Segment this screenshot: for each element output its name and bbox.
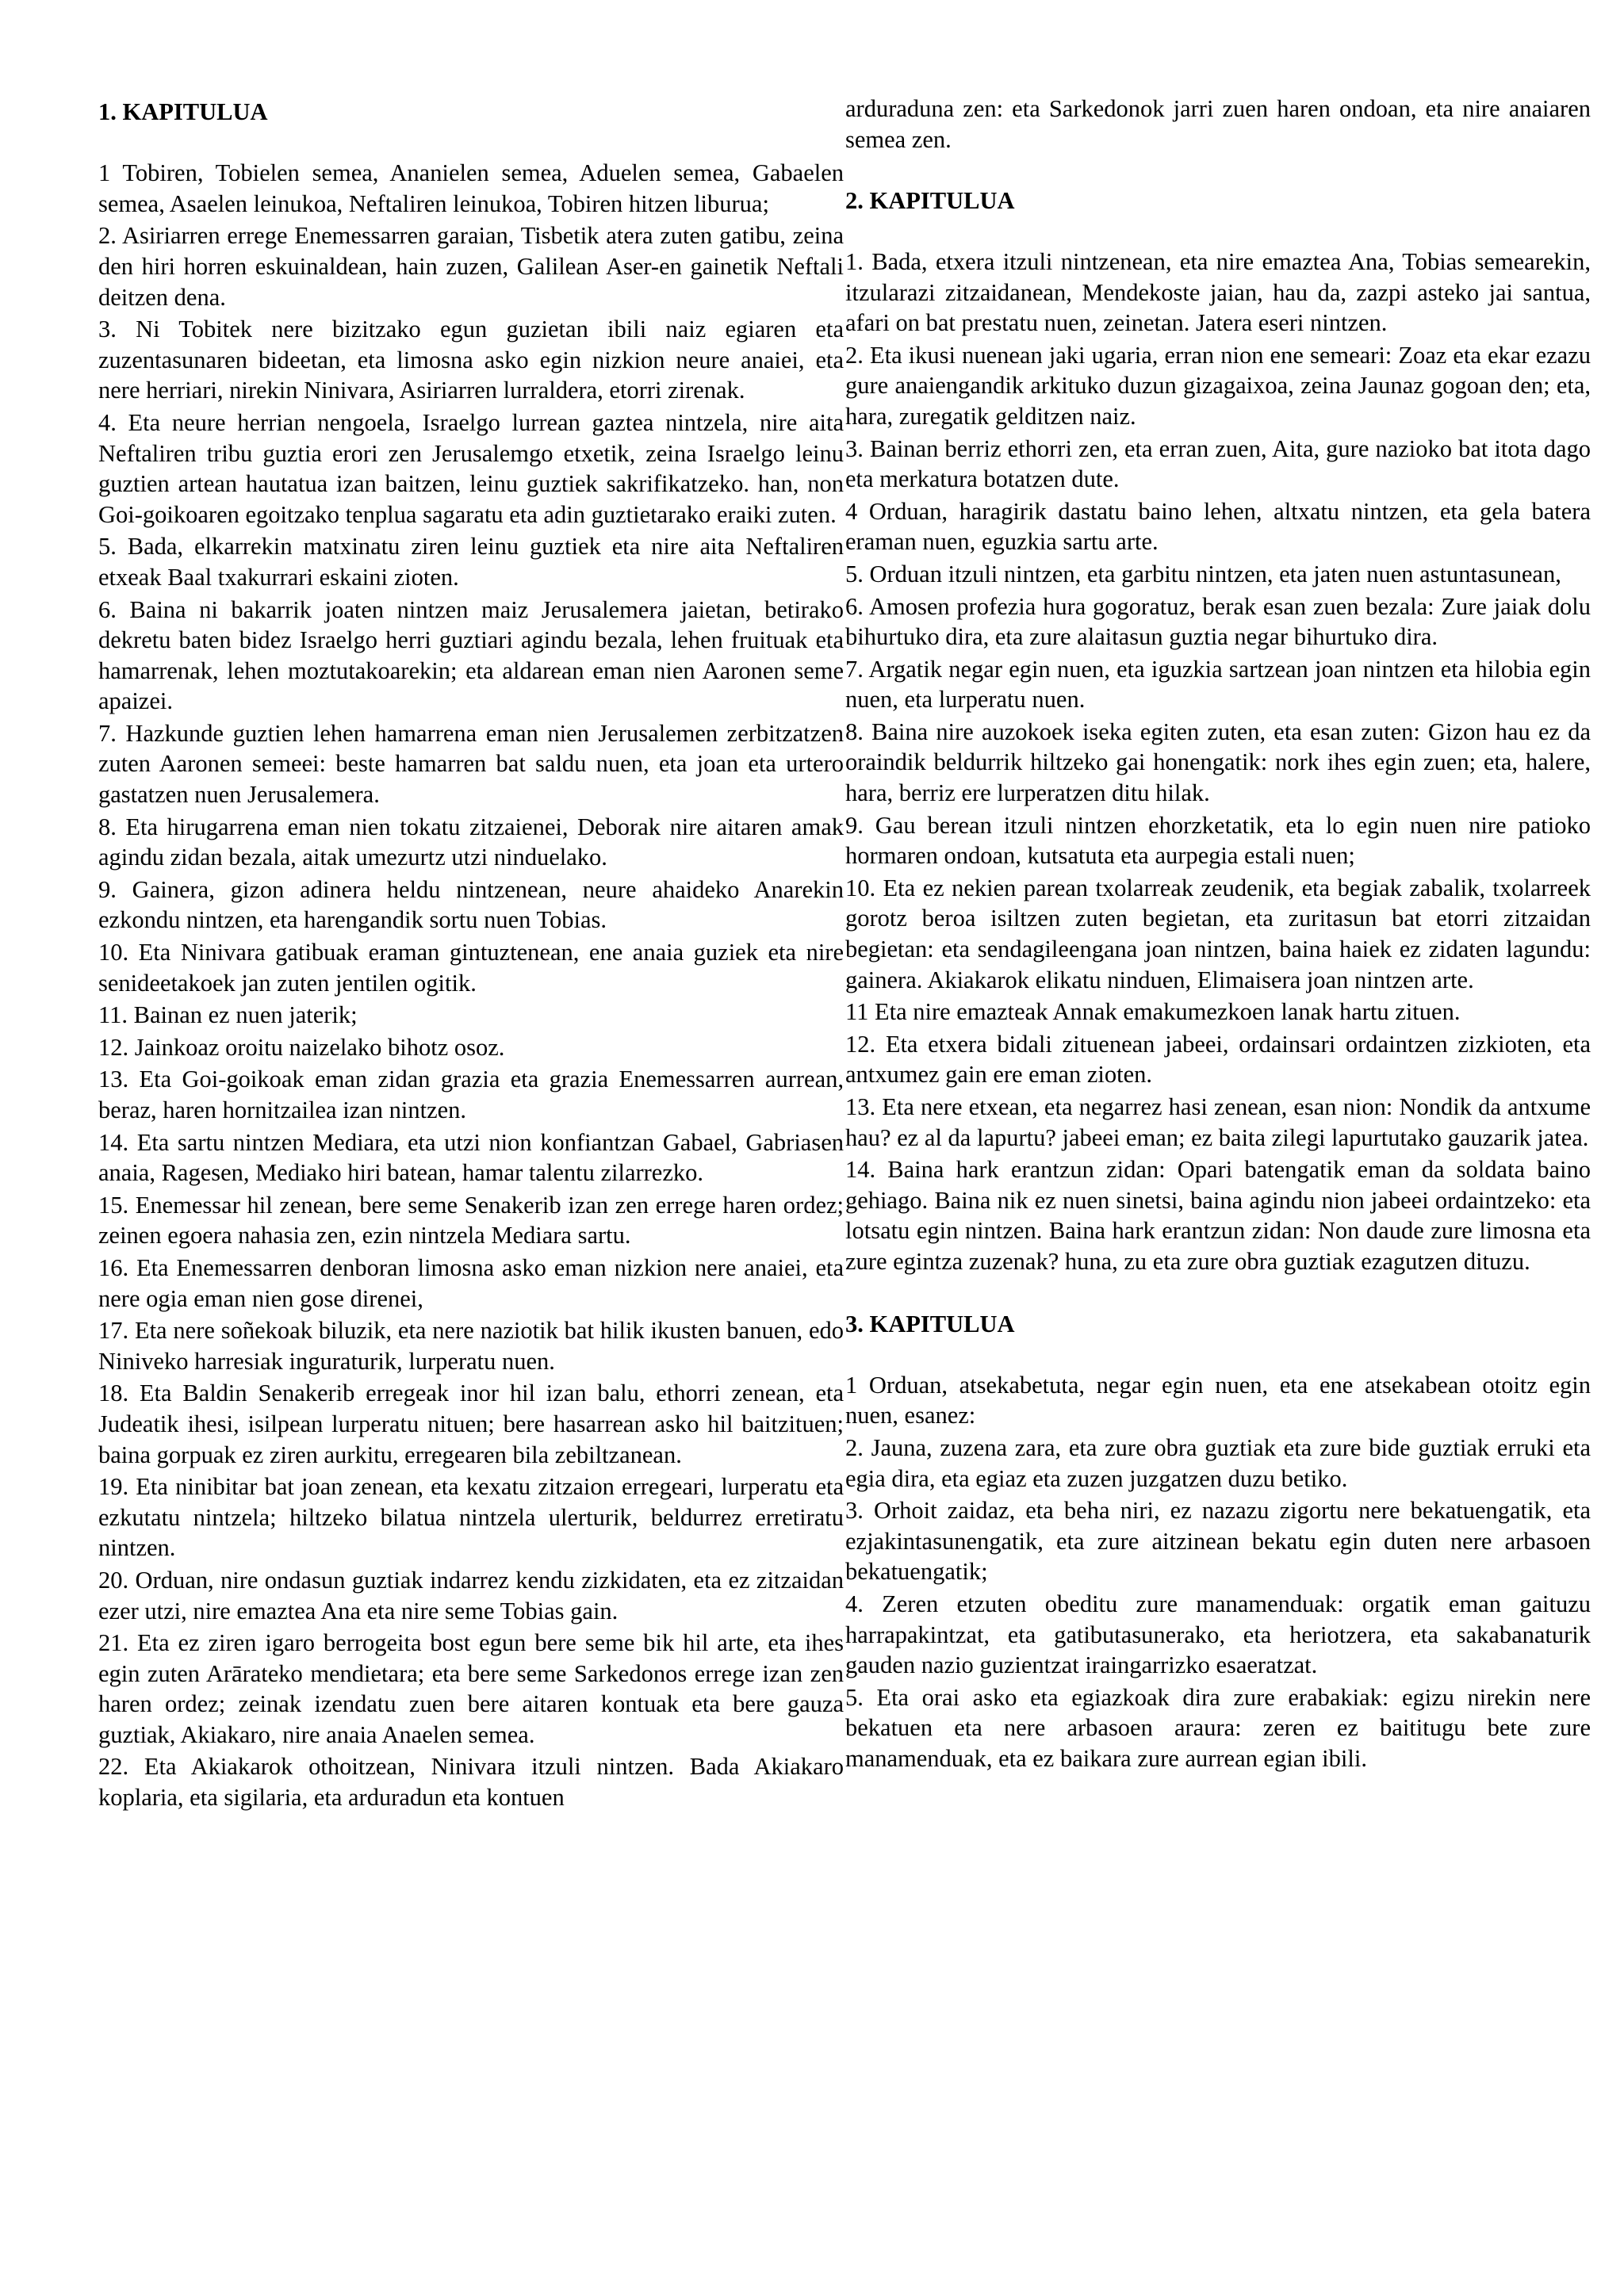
verse-2-7: 7. Argatik negar egin nuen, eta iguzkia sartzean joan nintzen eta hilobia egin nuen, eta lurperatu nuen.: [845, 655, 1591, 714]
verse-2-11: 11 Eta nire emazteak Annak emakumezkoen lanak hartu zituen.: [845, 998, 1461, 1026]
verse-2-4: 4 Orduan, haragirik dastatu baino lehen, altxatu nintzen, eta gela batera eraman nuen, eguzkia sartu arte.: [845, 497, 1591, 556]
verse-1-19: 19. Eta ninibitar bat joan zenean, eta kexatu zitzaion erregeari, lurperatu eta ezkutatu nintzela; hiltzeko bilatua nintzela ulerturik, beldurrez erretiratu nintzen.: [98, 1473, 844, 1562]
verse-1-14: 14. Eta sartu nintzen Mediara, eta utzi nion konfiantzan Gabael, Gabriasen anaia, Ragesen, Mediako hiri batean, hamar talentu zilarrezko.: [98, 1128, 844, 1187]
verse-1-3: 3. Ni Tobitek nere bizitzako egun guzietan ibili naiz egiaren eta zuzentasunaren bideetan, eta limosna asko egin nizkion neure anaiei, eta nere herriari, nirekin Ninivara, Asiriarren lurraldera, etorri zirenak.: [98, 316, 844, 404]
verse-1-21: 21. Eta ez ziren igaro berrogeita bost egun bere seme bik hil arte, eta ihes egin zuten Arārateko mendietara; eta bere seme Sarkedonos errege izan zen haren ordez; zeinak izendatu zuen bere aitaren kontuak eta bere gauza guztiak, Akiakaro, nire anaia Anaelen semea.: [98, 1629, 844, 1748]
verse-1-15: 15. Enemessar hil zenean, bere seme Senakerib izan zen errege haren ordez; zeinen egoera nahasia zen, ezin nintzela Mediara sartu.: [98, 1191, 844, 1249]
verse-1-17: 17. Eta nere soñekoak biluzik, eta nere naziotik bat hilik ikusten banuen, edo Niniveko harresiak inguraturik, lurperatu nuen.: [98, 1317, 844, 1375]
verse-1-7: 7. Hazkunde guztien lehen hamarrena eman nien Jerusalemen zerbitzatzen zuten Aaronen semeei: beste hamarren bat saldu nuen, eta joan eta urtero gastatzen nuen Jerusalemera.: [98, 719, 844, 809]
verse-2-3: 3. Bainan berriz ethorri zen, eta erran zuen, Aita, gure nazioko bat itota dago eta merkatura botatzen dute.: [845, 434, 1591, 493]
verse-1-16: 16. Eta Enemessarren denboran limosna asko eman nizkion nere anaiei, eta nere ogia eman nien gose direnei,: [98, 1253, 844, 1312]
verse-1-11: 11. Bainan ez nuen jaterik;: [98, 1001, 358, 1029]
verse-3-4: 4. Zeren etzuten obeditu zure manamenduak: orgatik eman gaituzu harrapakintzat, eta gatibutasunerako, eta heriotzera, eta sakabanaturik gauden nazio guzientzat iraingarrizko esaeratzat.: [845, 1590, 1591, 1679]
verse-1-4: 4. Eta neure herrian nengoela, Israelgo lurrean gaztea nintzela, nire aita Neftaliren tribu guztia erori zen Jerusalemgo etxetik, zeina Israelgo leinu guztien artean hautatua izan baitzen, leinu guztiek sakrifikatzeko. han, non Goi-goikoaren egoitzako tenplua sagaratu eta adin guztietarako eraiki zuten.: [98, 408, 844, 528]
verse-3-1: 1 Orduan, atsekabetuta, negar egin nuen, eta ene atsekabean otoitz egin nuen, esanez:: [845, 1371, 1591, 1429]
verse-2-5: 5. Orduan itzuli nintzen, eta garbitu nintzen, eta jaten nuen astuntasunean,: [845, 560, 1561, 587]
verse-1-12: 12. Jainkoaz oroitu naizelako bihotz osoz.: [98, 1033, 505, 1061]
verse-1-18: 18. Eta Baldin Senakerib erregeak inor hil izan balu, ethorri zenean, eta Judeatik ihesi, isilpean lurperatu nituen; bere hasarrean asko hil baitzituen; baina gorpuak ez ziren aurkitu, erregearen bila zebiltzanean.: [98, 1380, 844, 1468]
verse-1-2: 2. Asiriarren errege Enemessarren garaian, Tisbetik atera zuten gatibu, zeina den hiri horren eskuinaldean, hain zuzen, Galilean Aser-en gainetik Neftali deitzen dena.: [98, 222, 844, 311]
chapter-1-heading: 1. KAPITULUA: [98, 98, 268, 125]
verse-1-6: 6. Baina ni bakarrik joaten nintzen maiz Jerusalemera jaietan, betirako dekretu baten bidez Israelgo herri guztiari agindu bezala, lehen fruituak eta hamarrenak, lehen moztutakoarekin; eta aldarean eman nien Aaronen seme apaizei.: [98, 595, 844, 715]
verse-2-1: 1. Bada, etxera itzuli nintzenean, eta nire emaztea Ana, Tobias semearekin, itzularazi zitzaidanean, Mendekoste jaian, hau da, zazpi asteko jai santua, afari on bat prestatu nuen, zeinetan. Jatera eseri nintzen.: [845, 247, 1591, 337]
verse-1-5: 5. Bada, elkarrekin matxinatu ziren leinu guztiek eta nire aita Neftaliren etxeak Baal txakurrari eskaini zioten.: [98, 533, 844, 591]
verse-2-8: 8. Baina nire auzokoek iseka egiten zuten, eta esan zuten: Gizon hau ez da oraindik beldurrik hiltzeko gai honengatik: nork ihes egin zuen; eta, halere, hara, berriz ere lurperatzen ditu hilak.: [845, 718, 1591, 807]
verse-2-10: 10. Eta ez nekien parean txolarreak zeudenik, eta begiak zabalik, txolarreek gorotz beroa isiltzen zuten begietan, eta zuritasun bat etorri zitzaidan begietan: eta sendagileengana joan nintzen, baina haiek ez zidaten lagundu: gainera. Akiakarok elikatu ninduen, Elimaisera joan nintzen arte.: [845, 874, 1591, 993]
verse-1-10: 10. Eta Ninivara gatibuak eraman gintuztenean, ene anaia guziek eta nire senideetakoek jan zuten jentilen ogitik.: [98, 939, 844, 997]
verse-2-6: 6. Amosen profezia hura gogoratuz, berak esan zuen bezala: Zure jaiak dolu bihurtuko dira, eta zure alaitasun guztia negar bihurtuko dira.: [845, 592, 1591, 651]
verse-1-13: 13. Eta Goi-goikoak eman zidan grazia eta grazia Enemessarren aurrean, beraz, haren hornitzailea izan nintzen.: [98, 1066, 844, 1123]
verse-1-22-continuation: arduraduna zen: eta Sarkedonok jarri zuen haren ondoan, eta nire anaiaren semea zen.: [845, 95, 1591, 153]
verse-1-9: 9. Gainera, gizon adinera heldu nintzenean, neure ahaideko Anarekin ezkondu nintzen, eta harengandik sortu nuen Tobias.: [98, 875, 844, 934]
chapter-2-heading: 2. KAPITULUA: [845, 186, 1015, 214]
verse-3-5: 5. Eta orai asko eta egiazkoak dira zure erabakiak: egizu nirekin nere bekatuen eta nere arbasoen araura: zeren ez baititugu bete zure manamenduak, eta ez baikara zure aurrean egian ibili.: [845, 1683, 1591, 1772]
right-column: [845, 94, 1591, 1775]
verse-1-22: 22. Eta Akiakarok othoitzean, Ninivara itzuli nintzen. Bada Akiakaro koplaria, eta sigilaria, eta arduradun eta kontuen: [98, 1753, 844, 1812]
verse-2-12: 12. Eta etxera bidali zituenean jabeei, ordainsari ordaintzen zizkioten, eta antxumez gain ere eman zioten.: [845, 1030, 1591, 1089]
verse-1-20: 20. Orduan, nire ondasun guztiak indarrez kendu zizkidaten, eta ez zitzaidan ezer utzi, nire emaztea Ana eta nire seme Tobias gain.: [98, 1566, 844, 1624]
verse-2-13: 13. Eta nere etxean, eta negarrez hasi zenean, esan nion: Nondik da antxume hau? ez al da lapurtu? jabeei eman; ez baita zilegi lapurtutako gauzarik jatea.: [845, 1093, 1591, 1151]
verse-2-2: 2. Eta ikusi nuenean jaki ugaria, erran nion ene semeari: Zoaz eta ekar ezazu gure anaiengandik arkituko duzun gizagaixoa, zeina Jaunaz gogoan den; eta, hara, zuregatik gelditzen naiz.: [845, 341, 1591, 430]
verse-1-8: 8. Eta hirugarrena eman nien tokatu zitzaienei, Deborak nire aitaren amak agindu zidan bezala, aitak umezurtz utzi ninduelako.: [98, 813, 844, 871]
verse-3-3: 3. Orhoit zaidaz, eta beha niri, ez nazazu zigortu nere bekatuengatik, eta ezjakintasunengatik, eta zure aitzinean bekatu egin duten nere arbasoen bekatuengatik;: [845, 1497, 1591, 1586]
left-column: [98, 94, 844, 1815]
verse-2-9: 9. Gau berean itzuli nintzen ehorzketatik, eta lo egin nuen nire patioko hormaren ondoan, kutsatuta eta aurpegia estali nuen;: [845, 811, 1591, 870]
chapter-3-heading: 3. KAPITULUA: [845, 1310, 1015, 1337]
verse-2-14: 14. Baina hark erantzun zidan: Opari batengatik eman da soldata baino gehiago. Baina nik ez nuen sinetsi, baina agindu nion jabeei ordaintzeko: eta lotsatu egin nintzen. Baina hark erantzun zidan: Non daude zure limosna eta zure egintza zuzenak? huna, zu eta zure obra guztiak ezagutzen dituzu.: [845, 1156, 1591, 1275]
verse-1-1: 1 Tobiren, Tobielen semea, Ananielen semea, Aduelen semea, Gabaelen semea, Asaelen leinukoa, Neftaliren leinukoa, Tobiren hitzen liburua;: [98, 159, 844, 217]
verse-3-2: 2. Jauna, zuzena zara, eta zure obra guztiak eta zure bide guztiak erruki eta egia dira, eta egiaz eta zuzen juzgatzen duzu betiko.: [845, 1433, 1591, 1492]
